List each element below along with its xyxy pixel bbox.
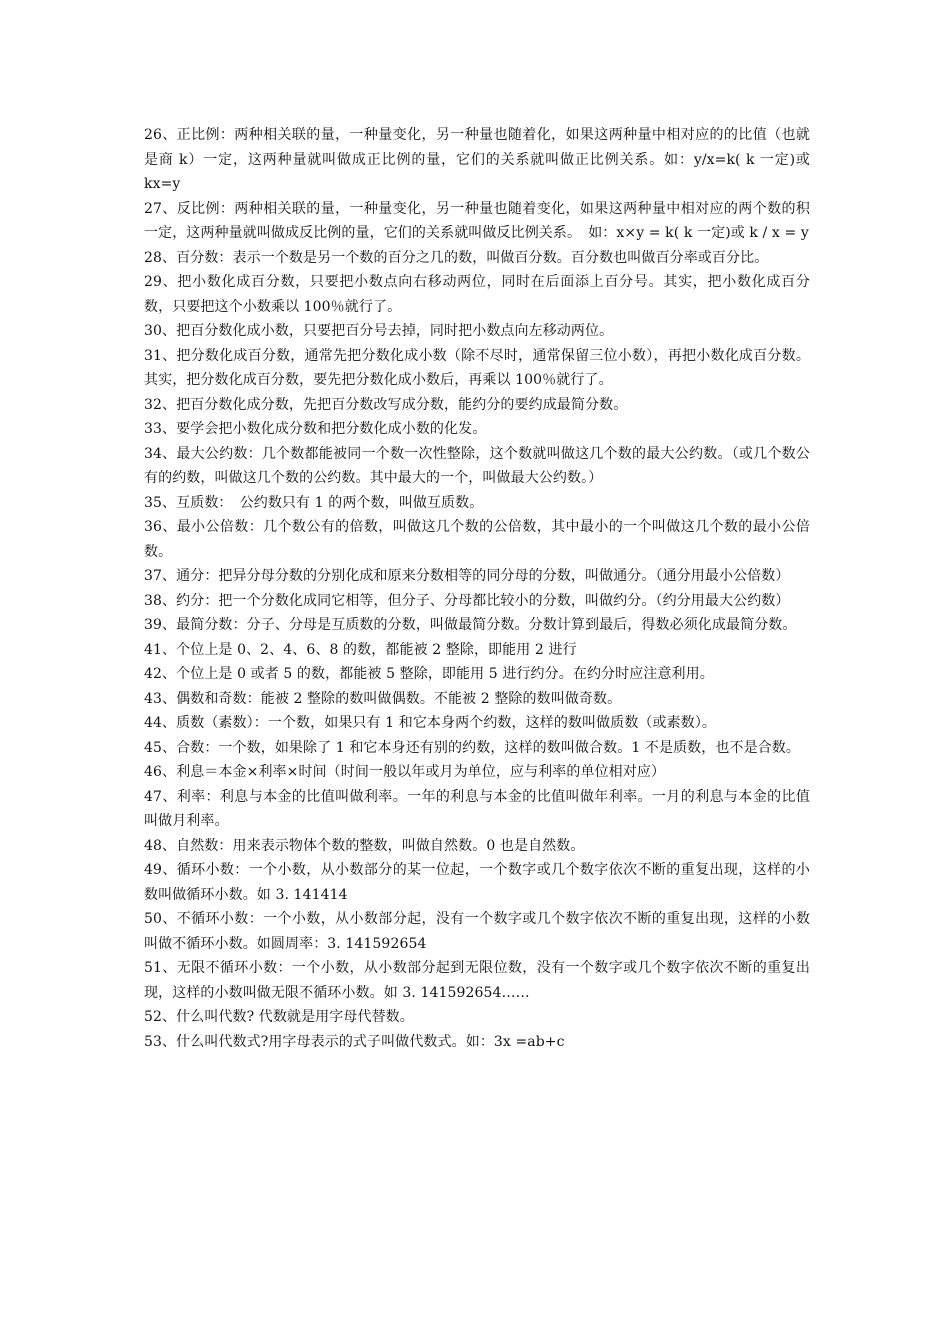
item-45: 45、合数：一个数，如果除了 1 和它本身还有别的约数，这样的数叫做合数。1 不是质数，也不是合数。 [144,739,800,756]
item-46: 46、利息＝本金×利率×时间（时间一般以年或月为单位，应与利率的单位相对应） [144,764,666,780]
item-36: 36、最小公倍数：几个数公有的倍数，叫做这几个数的公倍数，其中最小的一个叫做这几个数的最小公倍数。 [144,519,810,560]
item-41: 41、个位上是 0、2、4、6、8 的数，都能被 2 整除，即能用 2 进行 [144,641,577,658]
item-38: 38、约分：把一个分数化成同它相等，但分子、分母都比较小的分数，叫做约分。（约分用最大公约数） [144,592,790,609]
item-29: 29、把小数化成百分数，只要把小数点向右移动两位，同时在后面添上百分号。其实，把小数化成百分数，只要把这个小数乘以 100％就行了。 [144,274,810,315]
item-50: 50、不循环小数：一个小数，从小数部分起，没有一个数字或几个数字依次不断的重复出现，这样的小数叫做不循环小数。如圆周率：3. 141592654 [144,911,810,952]
item-32: 32、把百分数化成分数，先把百分数改写成分数，能约分的要约成最简分数。 [144,396,628,413]
item-49: 49、循环小数：一个小数，从小数部分的某一位起，一个数字或几个数字依次不断的重复出现，这样的小数叫做循环小数。如 3. 141414 [144,862,810,903]
item-44: 44、质数（素数）：一个数，如果只有 1 和它本身两个约数，这样的数叫做质数（或素数）。 [144,715,717,731]
item-34: 34、最大公约数：几个数都能被同一个数一次性整除，这个数就叫做这几个数的最大公约数。（或几个数公有的约数，叫做这几个数的公约数。其中最大的一个，叫做最大公约数。） [144,445,810,486]
item-26: 26、正比例：两种相关联的量，一种量变化，另一种量也随着化，如果这两种量中相对应的的比值（也就是商 k）一定，这两种量就叫做成正比例的量，它们的关系就叫做正比例关系。如：y/x=k( k 一定)或 kx=y [144,127,810,192]
item-43: 43、偶数和奇数：能被 2 整除的数叫做偶数。不能被 2 整除的数叫做奇数。 [144,690,622,707]
item-37: 37、通分：把异分母分数的分别化成和原来分数相等的同分母的分数，叫做通分。（通分用最小公倍数） [144,568,790,584]
item-47: 47、利率：利息与本金的比值叫做利率。一年的利息与本金的比值叫做年利率。一月的利息与本金的比值叫做月利率。 [144,788,810,829]
item-28: 28、百分数：表示一个数是另一个数的百分之几的数，叫做百分数。百分数也叫做百分率或百分比。 [144,249,769,266]
document-body [144,123,810,1054]
item-33: 33、要学会把小数化成分数和把分数化成小数的化发。 [144,421,487,437]
item-31: 31、把分数化成百分数，通常先把分数化成小数（除不尽时，通常保留三位小数），再把小数化成百分数。其实，把分数化成百分数，要先把分数化成小数后，再乘以 100％就行了。 [144,347,810,388]
item-53: 53、什么叫代数式?用字母表示的式子叫做代数式。如：3x =ab+c [144,1033,565,1050]
item-39: 39、最简分数：分子、分母是互质数的分数，叫做最简分数。分数计算到最后，得数必须化成最简分数。 [144,617,797,633]
item-51: 51、无限不循环小数：一个小数，从小数部分起到无限位数，没有一个数字或几个数字依次不断的重复出现，这样的小数叫做无限不循环小数。如 3. 141592654…… [144,960,810,1001]
item-30: 30、把百分数化成小数，只要把百分号去掉，同时把小数点向左移动两位。 [144,323,614,339]
item-48: 48、自然数：用来表示物体个数的整数，叫做自然数。0 也是自然数。 [144,837,585,854]
item-42: 42、个位上是 0 或者 5 的数，都能被 5 整除，即能用 5 进行约分。在约分时应注意利用。 [144,666,714,682]
item-35: 35、互质数： 公约数只有 1 的两个数，叫做互质数。 [144,494,484,511]
item-27: 27、反比例：两种相关联的量，一种量变化，另一种量也随着变化，如果这两种量中相对应的两个数的积一定，这两种量就叫做成反比例的量，它们的关系就叫做反比例关系。 如：x×y = k( k 一定)或 k / x = y [144,200,810,241]
item-52: 52、什么叫代数? 代数就是用字母代替数。 [144,1009,414,1025]
